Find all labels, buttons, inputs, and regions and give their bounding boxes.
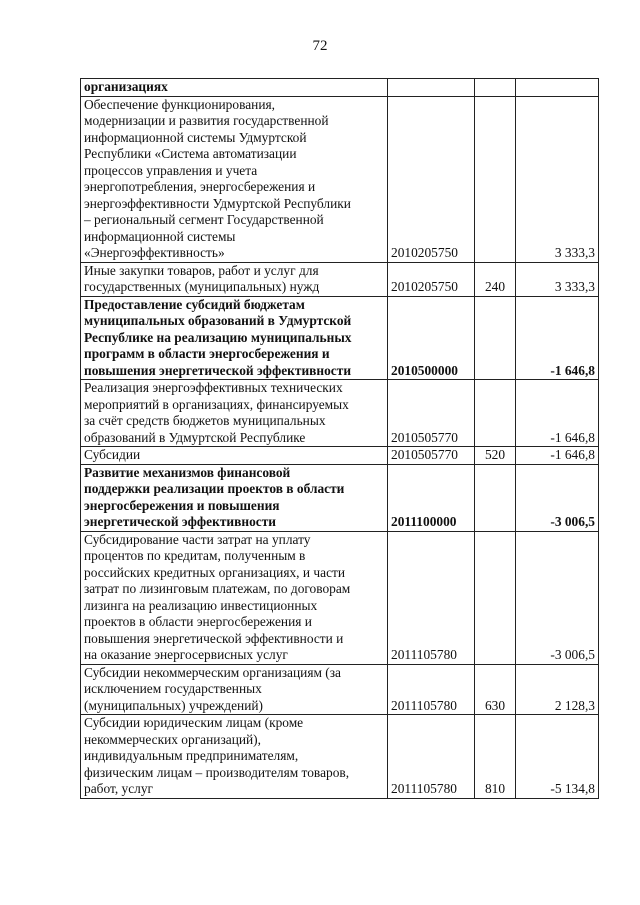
expense-name-line: физическим лицам – производителям товаров, (84, 764, 350, 780)
expense-name-cell (81, 447, 388, 465)
expense-name-cell (81, 79, 388, 97)
expense-name-line: Республике на реализацию муниципальных (84, 329, 352, 345)
expense-name-line: поддержки реализации проектов в области (84, 481, 345, 496)
table-row (81, 531, 599, 664)
expense-name-line: повышения энергетической эффективности и (84, 630, 344, 646)
expense-name-line: Обеспечение функционирования, (84, 96, 275, 112)
expense-name-cell (81, 262, 388, 296)
amount-cell: -1 646,8 (516, 380, 599, 447)
expense-type-cell (475, 464, 516, 531)
expense-name-line: Развитие механизмов финансовой (84, 464, 291, 480)
target-article-code-cell: 2010205750 (388, 262, 475, 296)
amount-cell: 3 333,3 (516, 262, 599, 296)
expense-name-line: модернизации и развития государственной (84, 113, 329, 128)
target-article-code-cell (388, 79, 475, 97)
expense-name-line: Субсидирование части затрат на уплату (84, 531, 311, 547)
table-row (81, 296, 599, 380)
table-row (81, 715, 599, 799)
expense-type-cell: 520 (475, 447, 516, 465)
table-row (81, 664, 599, 715)
expense-type-cell: 630 (475, 664, 516, 715)
expense-name-line: информационной системы Удмуртской (84, 129, 307, 145)
expense-name-line: (муниципальных) учреждений) (84, 697, 264, 713)
expense-name-line: энергосбережения и повышения (84, 497, 280, 513)
expense-name-line: индивидуальным предпринимателям, (84, 748, 299, 763)
amount-cell: 3 333,3 (516, 96, 599, 262)
expense-name-line: Субсидии юридическим лицам (кроме (84, 715, 304, 730)
expense-name-line: Субсидии (84, 447, 141, 462)
amount-cell: -5 134,8 (516, 715, 599, 799)
expense-type-cell: 240 (475, 262, 516, 296)
table-row (81, 262, 599, 296)
amount-cell: 2 128,3 (516, 664, 599, 715)
target-article-code-cell: 2010500000 (388, 296, 475, 380)
expense-name-cell (81, 664, 388, 715)
expense-type-cell (475, 380, 516, 447)
expense-name-line: за счёт средств бюджетов муниципальных (84, 413, 326, 428)
expense-name-line: затрат по лизинговым платежам, по договорам (84, 581, 351, 596)
expense-name-line: повышения энергетической эффективности (84, 362, 352, 378)
target-article-code-cell: 2011105780 (388, 531, 475, 664)
amount-cell: -1 646,8 (516, 447, 599, 465)
expense-name-cell (81, 380, 388, 447)
amount-cell (516, 79, 599, 97)
expense-name-line: на оказание энергосервисных услуг (84, 647, 288, 662)
expense-name-line: информационной системы (84, 228, 236, 244)
amount-cell: -1 646,8 (516, 296, 599, 380)
target-article-code-cell: 2010505770 (388, 380, 475, 447)
expense-name-cell (81, 715, 388, 799)
expense-name-line: Субсидии некоммерческим организациям (за (84, 664, 342, 680)
expense-name-line: муниципальных образований в Удмуртской (84, 313, 352, 328)
expense-name-cell (81, 296, 388, 380)
expense-name-line: образований в Удмуртской Республике (84, 429, 306, 445)
expense-name-line: процентов по кредитам, полученным в (84, 548, 306, 563)
expense-name-cell (81, 96, 388, 262)
expense-name-line: проектов в области энергосбережения и (84, 614, 312, 629)
expense-type-cell (475, 296, 516, 380)
expense-name-line: государственных (муниципальных) нужд (84, 279, 320, 294)
amount-cell: -3 006,5 (516, 464, 599, 531)
target-article-code-cell: 2011105780 (388, 715, 475, 799)
expense-name-line: – региональный сегмент Государственной (84, 212, 324, 227)
expense-name-line: исключением государственных (84, 681, 262, 696)
expense-type-cell (475, 96, 516, 262)
expense-name-line: Иные закупки товаров, работ и услуг для (84, 262, 319, 278)
expense-name-line: лизинга на реализацию инвестиционных (84, 597, 318, 613)
expense-name-line: работ, услуг (84, 781, 154, 796)
expense-name-line: энергоэффективности Удмуртской Республики (84, 195, 351, 211)
expense-name-line: энергопотребления, энергосбережения и (84, 179, 316, 194)
expense-name-line: некоммерческих организаций), (84, 731, 261, 747)
budget-table-body (81, 79, 599, 799)
expense-name-line: мероприятий в организациях, финансируемых (84, 396, 349, 412)
table-row (81, 447, 599, 465)
expense-name-cell (81, 531, 388, 664)
target-article-code-cell: 2010205750 (388, 96, 475, 262)
expense-name-line: энергетической эффективности (84, 514, 276, 529)
target-article-code-cell: 2011105780 (388, 664, 475, 715)
budget-table (80, 78, 599, 799)
expense-name-line: программ в области энергосбережения и (84, 346, 330, 361)
table-row (81, 79, 599, 97)
expense-type-cell: 810 (475, 715, 516, 799)
expense-name-line: Республики «Система автоматизации (84, 146, 297, 161)
expense-name-line: российских кредитных организациях, и части (84, 564, 346, 580)
table-row (81, 464, 599, 531)
expense-name-line: «Энергоэффективность» (84, 245, 225, 260)
expense-name-line: организациях (84, 79, 168, 94)
expense-name-line: Реализация энергоэффективных технических (84, 380, 343, 395)
expense-type-cell (475, 79, 516, 97)
target-article-code-cell: 2010505770 (388, 447, 475, 465)
expense-name-cell (81, 464, 388, 531)
page-number: 72 (312, 38, 328, 54)
amount-cell: -3 006,5 (516, 531, 599, 664)
expense-name-line: процессов управления и учета (84, 162, 258, 178)
table-row (81, 96, 599, 262)
expense-name-line: Предоставление субсидий бюджетам (84, 296, 305, 312)
expense-type-cell (475, 531, 516, 664)
target-article-code-cell: 2011100000 (388, 464, 475, 531)
table-row (81, 380, 599, 447)
